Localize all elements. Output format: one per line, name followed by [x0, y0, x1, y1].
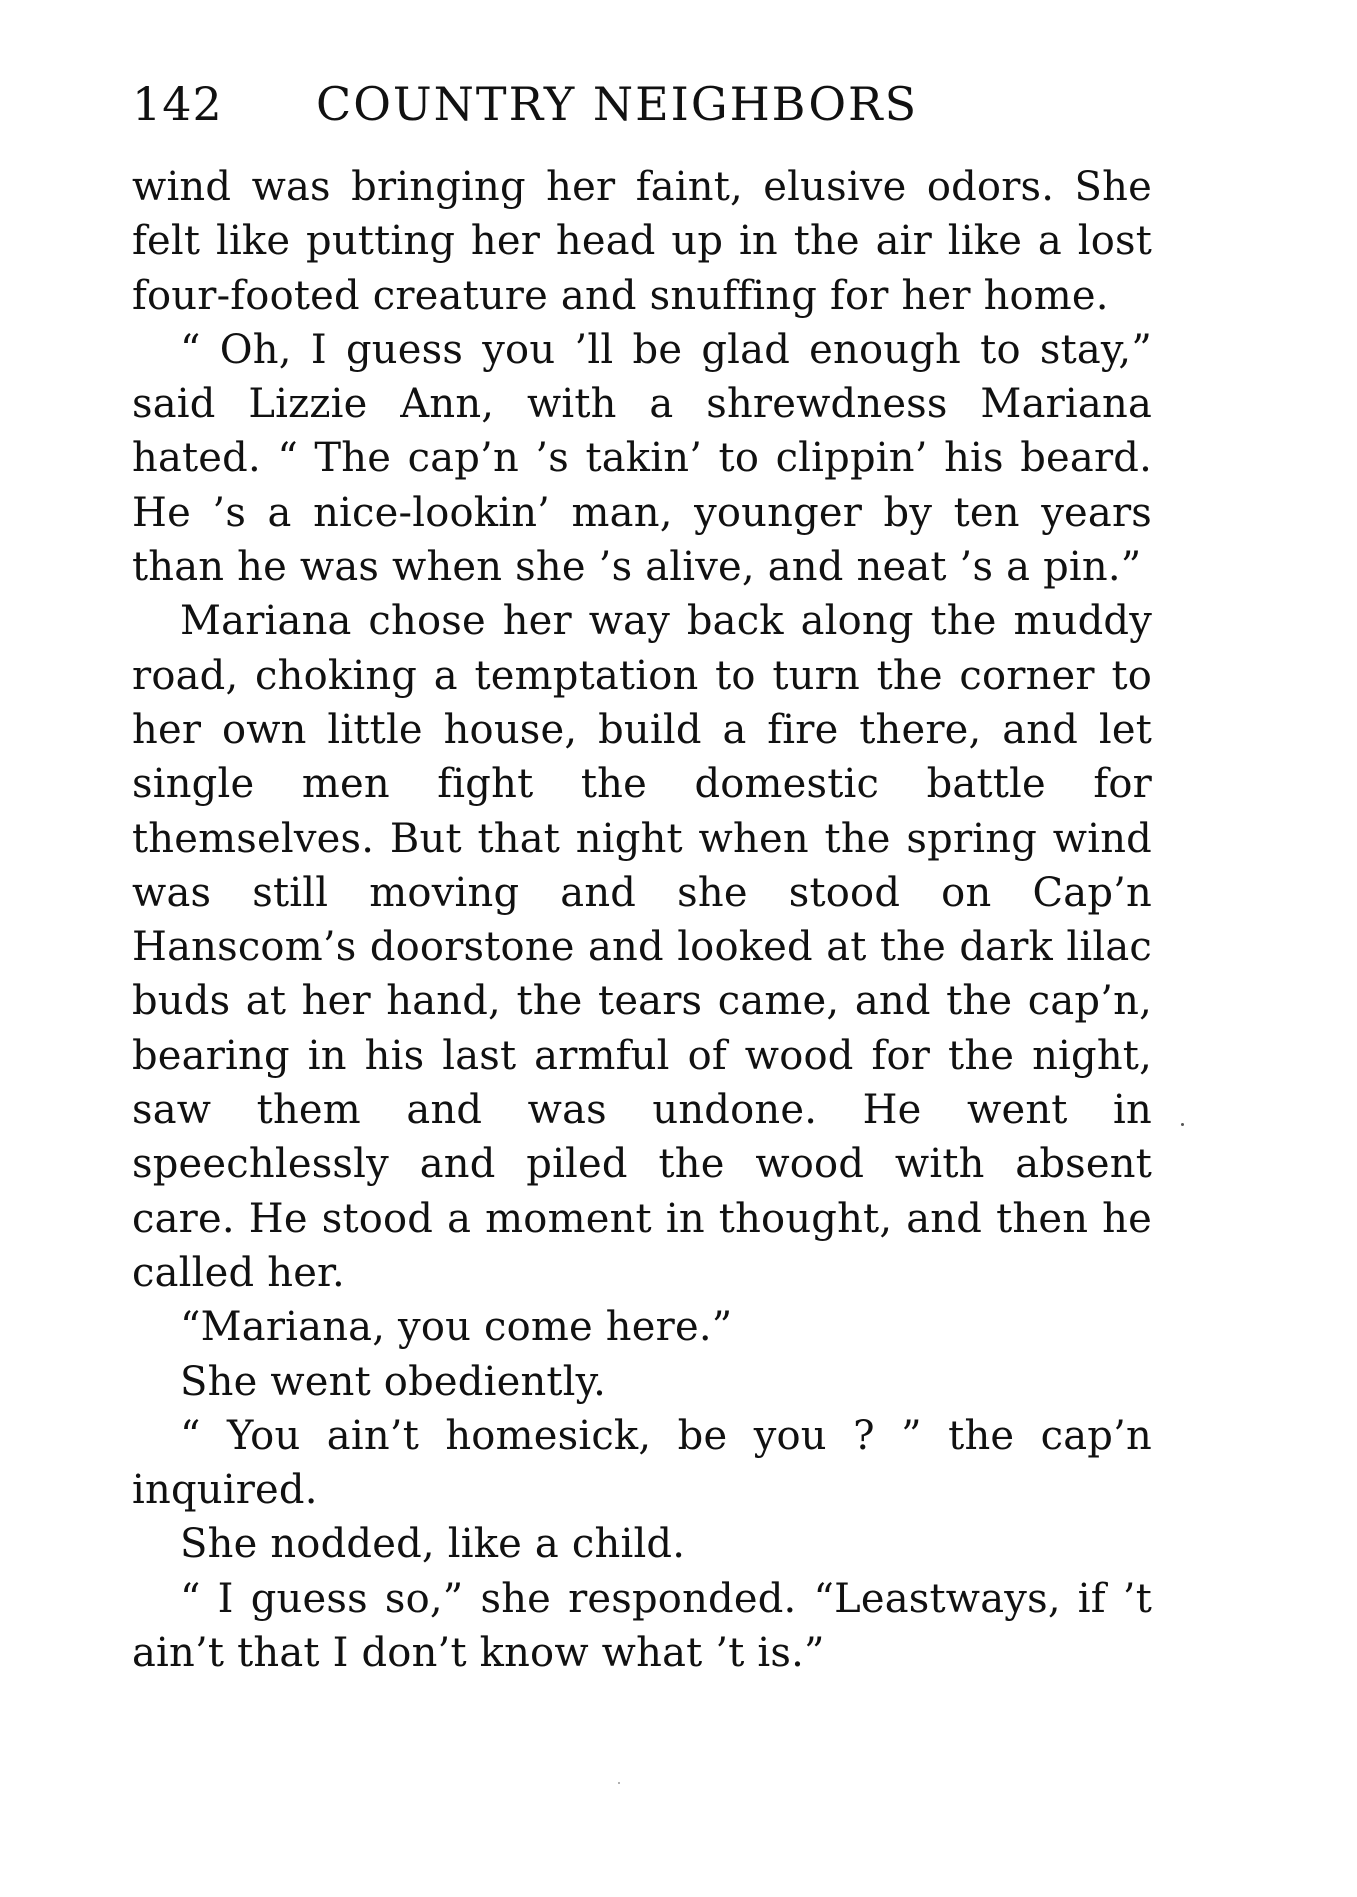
paragraph-continued: wind was bringing her faint, elusive odors. She felt like putting her head up in the air like a lost four-footed creature and snuffing for her home. — [132, 164, 1152, 319]
paragraph: She went obediently. — [180, 1358, 607, 1405]
paragraph: Mariana chose her way back along the muddy road, choking a temptation to turn the corner to her own little house, build a fire there, and let single men fight the domestic battle for themselves. But that night when the spring wind was still moving and she stood on Cap’n Hanscom’s doorstone and looked at the dark lilac buds at her hand, the tears came, and the cap’n, bearing in his last armful of wood for the night, saw them and was undone. He went in speechlessly and piled the wood with absent care. He stood a moment in thought, and then he called her. — [132, 598, 1152, 1296]
paragraph: “Mariana, you come here.” — [180, 1304, 733, 1351]
running-title: COUNTRY NEIGHBORS — [316, 77, 919, 131]
paragraph: “ Oh, I guess you ’ll be glad enough to stay,” said Lizzie Ann, with a shrewdness Mariana hated. “ The cap’n ’s takin’ to clippin’ his beard. He ’s a nice-lookin’ man, younger by ten years than he was when she ’s alive, and neat ’s a pin.” — [132, 326, 1152, 591]
paragraph: She nodded, like a child. — [180, 1521, 686, 1568]
running-head — [132, 74, 1152, 134]
page-number: 142 — [132, 77, 223, 131]
paragraph: “ You ain’t homesick, be you ? ” the cap’n inquired. — [132, 1412, 1152, 1514]
print-speck — [618, 1782, 620, 1784]
print-speck — [1181, 1123, 1184, 1126]
paragraph: “ I guess so,” she responded. “Leastways, if ’t ain’t that I don’t know what ’t is.” — [132, 1575, 1152, 1677]
body-text — [132, 160, 1152, 1680]
